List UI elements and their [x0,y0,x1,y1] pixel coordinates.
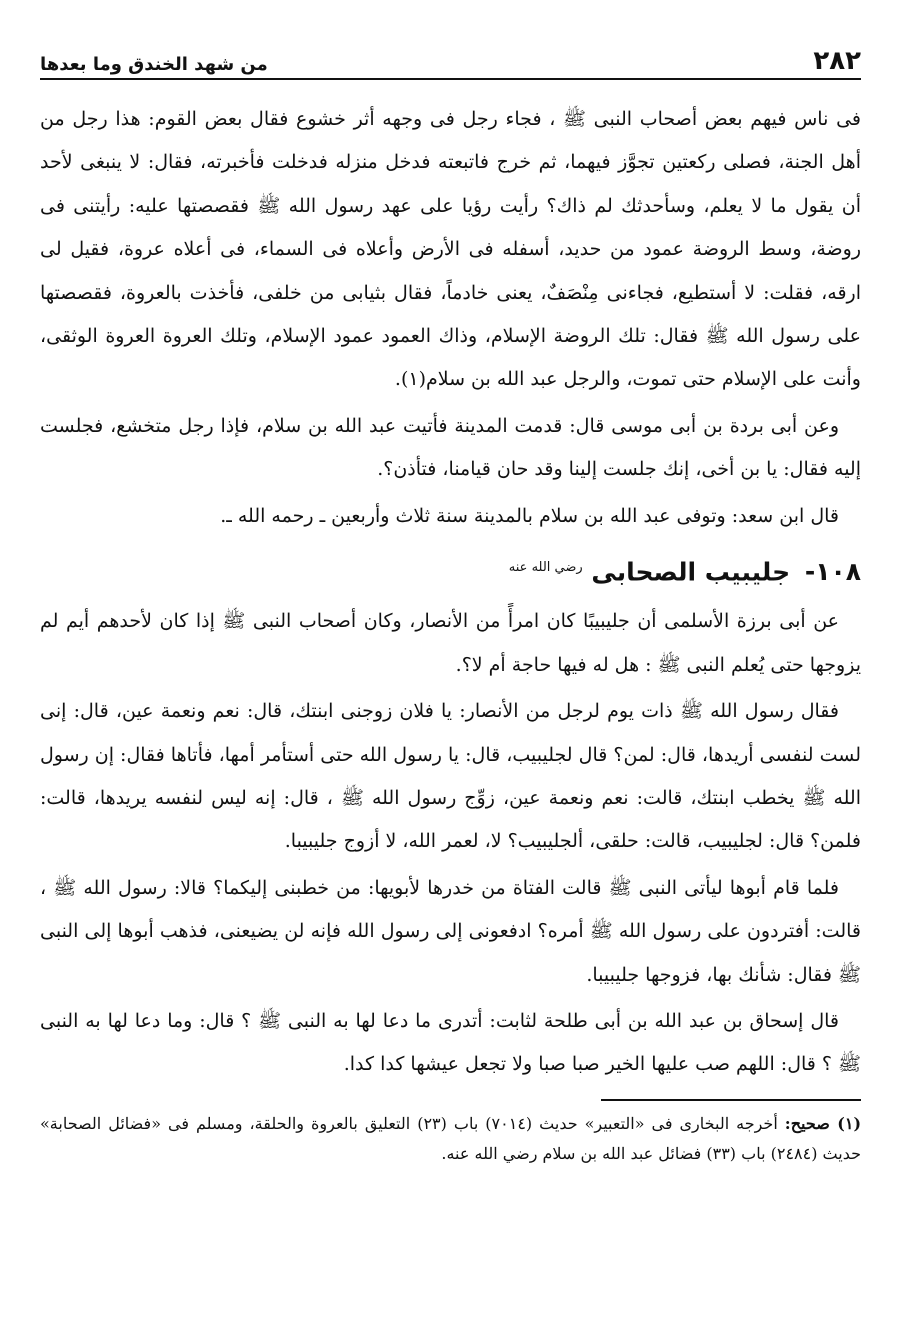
running-title: من شهد الخندق وما بعدها [40,54,268,75]
page-header [40,40,861,80]
paragraph: عن أبى برزة الأسلمى أن جليبيبًا كان امرأً من الأنصار، وكان أصحاب النبى ﷺ إذا كان لأحدهم أيم لم يزوجها حتى يُعلم النبى ﷺ : هل له فيها حاجة أم لا؟. [40,610,861,676]
paragraph: فى ناس فيهم بعض أصحاب النبى ﷺ ، فجاء رجل فى وجهه أثر خشوع فقال بعض القوم: هذا رجل من أهل الجنة، فصلى ركعتين تجوَّز فيهما، ثم خرج فاتبعته فدخل منزله فدخلت فأخبرته، فقال: لا ينبغى لأحد أن يقول ما لا يعلم، وسأحدثك لم ذاك؟ رأيت رؤيا على عهد رسول الله ﷺ فقصصتها عليه: رأيتنى فى روضة، وسط الروضة عمود من حديد، أسفله فى الأرض وأعلاه فى السماء، فى أعلاه عروة، فقيل لى ارقه، فقلت: لا أستطيع، فجاءنى مِنْصَفٌ، يعنى خادماً، فقال بثيابى من خلفى، فأخذت بالعروة، فقصصتها على رسول الله ﷺ فقال: تلك الروضة الإسلام، وذاك العمود عمود الإسلام، وتلك العروة العروة الوثقى، وأنت على الإسلام حتى تموت، والرجل عبد الله بن سلام(١). [40,108,861,391]
paragraph: قال ابن سعد: وتوفى عبد الله بن سلام بالمدينة سنة ثلاث وأربعين ـ رحمه الله ـ. [220,504,839,527]
section-number: ١٠٨- [804,557,861,587]
footnote-text: أخرجه البخارى فى «التعبير» حديث (٧٠١٤) باب (٢٣) التعليق بالعروة والحلقة، ومسلم فى «فضائل الصحابة» حديث (٢٤٨٤) باب (٣٣) فضائل عبد الله بن سلام رضي الله عنه. [40,1113,861,1163]
body-text [40,98,861,1087]
footnote-label: (١) صحيح: [784,1113,862,1133]
paragraph: وعن أبى بردة بن أبى موسى قال: قدمت المدينة فأتيت عبد الله بن سلام، فإذا رجل متخشع، فجلست إليه فقال: يا بن أخى، إنك جلست إلينا وقد حان قيامنا، فتأذن؟. [40,414,861,481]
honorific-mark: رضي الله عنه [508,560,583,576]
paragraph: قال إسحاق بن عبد الله بن أبى طلحة لثابت: أتدرى ما دعا لها به النبى ﷺ ؟ قال: وما دعا لها به النبى ﷺ ؟ قال: اللهم صب عليها الخير صبا صبا ولا تجعل عيشها كدا كدا. [40,1010,861,1076]
footnote [40,1109,861,1169]
page-number: ٢٨٢ [813,46,861,76]
section-heading [40,548,861,592]
footnote-divider [601,1099,861,1101]
section-title: جليبيب الصحابى [591,557,791,587]
paragraph: فقال رسول الله ﷺ ذات يوم لرجل من الأنصار: يا فلان زوجنى ابنتك، قال: نعم ونعمة عين، قال: إنى لست لنفسى أريدها، قال: لمن؟ قال لجليبيب، قال: يا رسول الله حتى أستأمر أمها، فأتاها فقال: إن رسول الله ﷺ يخطب ابنتك، قالت: نعم ونعمة عين، زوِّج رسول الله ﷺ ، قال: إنه ليس لنفسه يريدها، قالت: فلمن؟ قال: لجليبيب، قالت: حلقى، ألجليبيب؟ لا، لعمر الله، لا أزوج جليبيبا. [40,700,861,853]
book-page [40,40,861,1299]
paragraph: فلما قام أبوها ليأتى النبى ﷺ قالت الفتاة من خدرها لأبويها: من خطبنى إليكما؟ قالا: رسول الله ﷺ ، قالت: أفتردون على رسول الله ﷺ أمره؟ ادفعونى إلى رسول الله فإنه لن يضيعنى، فذهب أبوها إلى النبى ﷺ فقال: شأنك بها، فزوجها جليبيبا. [40,876,861,986]
